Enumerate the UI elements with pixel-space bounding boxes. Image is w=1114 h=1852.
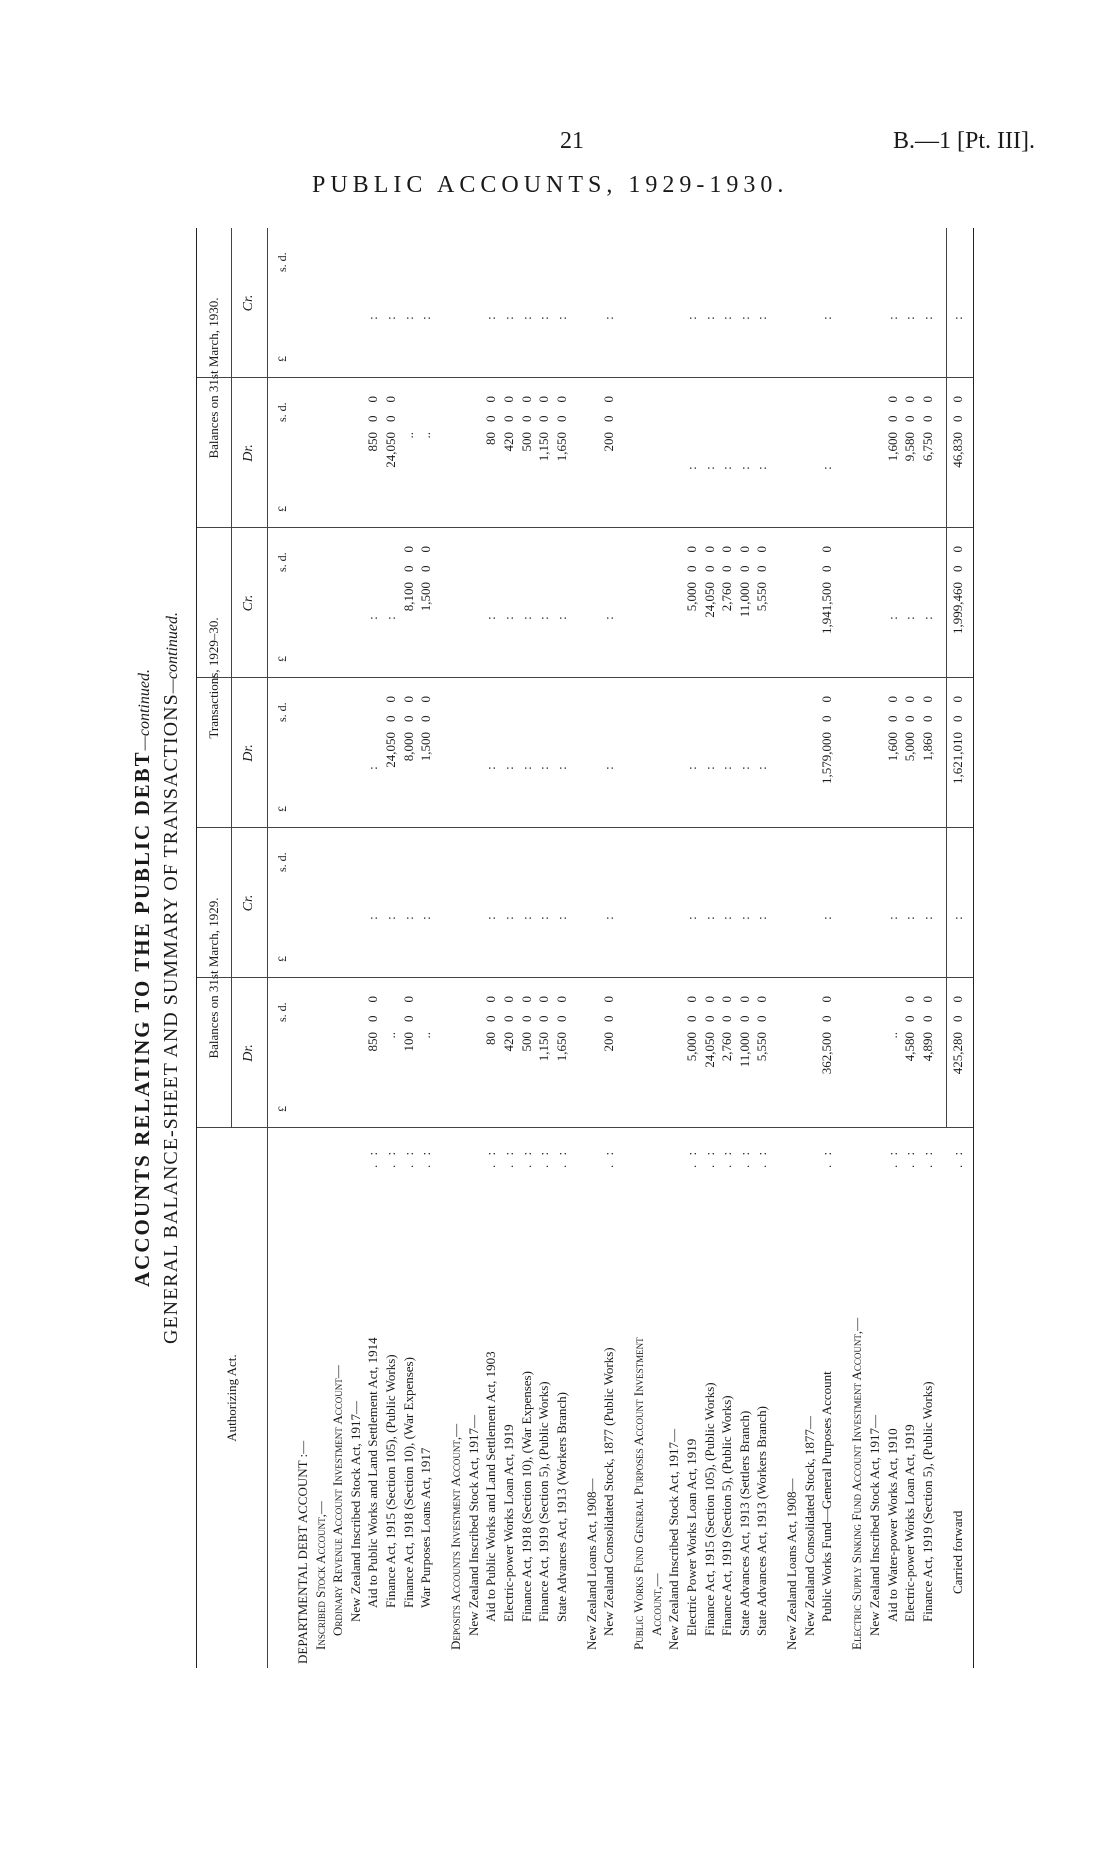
cell-bal1930-dr-sd: 0 0 [902,396,918,422]
cell-trans-dr-sd: 0 0 [919,696,935,722]
cell-bal1930-dr-sd: 0 0 [383,396,398,422]
row-label: New Zealand Inscribed Stock Act, 1917— [465,1415,481,1636]
table-row [483,228,497,1668]
cell-bal1930-cr: : [400,316,416,320]
cell-bal1929-cr: : [418,916,434,920]
col-group-balances-1930: Balances on 31st March, 1930. [206,297,221,459]
cell-bal1930-dr: 24,050 [383,432,398,468]
cell-trans-dr: : [365,766,381,770]
leader-dots: . : [383,1148,398,1168]
pound-unit: £ [275,506,289,512]
ledger-subtitle [160,288,183,1668]
ledger-subtitle-text: GENERAL BALANCE-SHEET AND SUMMARY OF TRANSACTIONS [160,693,182,1345]
cell-bal1930-dr-sd: 0 0 [949,396,965,422]
cell-bal1929-dr: .. [418,1032,434,1039]
cell-bal1929-dr: 80 [483,1032,499,1045]
cell-trans-dr: : [500,766,516,770]
cell-trans-dr: 1,500 [418,732,434,762]
cell-trans-cr: : [601,616,617,620]
cell-trans-dr: : [601,766,617,770]
table-row [784,228,798,1668]
cell-bal1930-dr-sd: 0 0 [483,396,499,422]
shillings-pence-unit: s. d. [275,852,289,872]
cell-bal1929-cr: : [400,916,416,920]
cell-bal1930-dr: : [701,466,717,470]
cell-bal1929-cr: : [754,916,770,920]
col-header-authorizing-act: Authorizing Act. [224,1354,239,1442]
cell-trans-dr: 24,050 [383,732,398,768]
cell-bal1929-dr-sd: 0 0 [400,996,416,1022]
cell-bal1930-dr: .. [400,432,416,439]
cell-bal1929-dr-sd: 0 0 [483,996,499,1022]
table-row [584,228,598,1668]
cell-bal1929-dr: 850 [365,1032,381,1052]
cell-bal1929-dr-sd: 0 0 [701,996,717,1022]
cell-bal1930-dr: : [754,466,770,470]
row-label: Finance Act, 1918 (Section 10), (War Expenses) [518,1371,534,1622]
cell-bal1929-dr: 2,760 [719,1032,735,1062]
cell-trans-cr: : [483,616,499,620]
row-label: New Zealand Consolidated Stock, 1877 (Public Works) [601,1347,617,1636]
table-row [819,228,833,1668]
cell-bal1929-dr: 500 [518,1032,534,1052]
col-group-transactions: Transactions, 1929–30. [206,617,221,739]
cell-bal1930-cr: : [902,316,918,320]
leader-dots: . : [819,1148,835,1168]
table-row [702,228,716,1668]
cell-bal1929-cr: : [365,916,381,920]
cell-bal1930-cr: : [949,316,965,320]
cell-trans-dr: : [719,766,735,770]
row-label: DEPARTMENTAL DEBT ACCOUNT :— [295,1440,310,1664]
cell-trans-dr: : [536,766,552,770]
cell-bal1930-dr-sd: 0 0 [919,396,935,422]
cell-trans-dr-sd: 0 0 [949,696,965,722]
cell-bal1930-cr: : [518,316,534,320]
cell-trans-dr-sd: 0 0 [819,696,835,722]
cell-bal1930-dr: : [736,466,752,470]
table-row [849,228,863,1668]
cell-bal1930-cr: : [418,316,434,320]
cell-bal1930-dr-sd: 0 0 [365,396,381,422]
col-group-balances-1929: Balances on 31st March, 1929. [206,897,221,1059]
cell-bal1930-dr: 200 [601,432,617,452]
ledger-block [130,228,1010,1668]
cell-bal1930-cr: : [701,316,717,320]
table-row [649,228,663,1668]
cell-bal1930-dr-sd: 0 0 [536,396,552,422]
cell-bal1929-cr: : [736,916,752,920]
row-label: State Advances Act, 1913 (Settlers Branch) [736,1410,752,1636]
pound-unit: £ [275,956,289,962]
cell-bal1930-dr-sd: 0 0 [500,396,516,422]
cell-trans-cr: 5,000 [683,582,699,612]
row-label: New Zealand Loans Act, 1908— [784,1478,800,1650]
cell-trans-dr-sd: 0 0 [902,696,918,722]
cell-bal1930-cr: : [536,316,552,320]
cell-bal1929-dr: 100 [400,1032,416,1052]
pound-unit: £ [275,356,289,362]
pound-unit: £ [275,1106,289,1112]
row-label: War Purposes Loans Act, 1917 [418,1447,434,1608]
cell-trans-cr: : [919,616,935,620]
row-label: New Zealand Inscribed Stock Act, 1917— [666,1429,682,1650]
row-label: Finance Act, 1918 (Section 10), (War Expenses) [400,1357,416,1608]
col-trans-dr: Dr. [241,744,256,762]
cell-bal1930-cr: : [601,316,617,320]
series-reference: B.—1 [Pt. III]. [893,128,1035,154]
cell-trans-cr: : [902,616,918,620]
cell-bal1929-cr: : [919,916,935,920]
shillings-pence-unit: s. d. [275,1002,289,1022]
table-row [330,228,344,1668]
cell-trans-dr-sd: 0 0 [383,696,398,722]
cell-bal1929-dr: 200 [601,1032,617,1052]
cell-bal1929-dr: 1,150 [536,1032,552,1062]
cell-trans-cr-sd: 0 0 [418,546,434,572]
cell-bal1929-dr: 4,580 [902,1032,918,1062]
cell-bal1929-dr-sd: 0 0 [500,996,516,1022]
cell-trans-cr-sd: 0 0 [754,546,770,572]
table-row [501,228,515,1668]
table-row [554,228,568,1668]
group-rule [231,228,232,1128]
leader-dots: . : [754,1148,770,1168]
leader-dots: . : [719,1148,735,1168]
cell-bal1929-dr-sd: 0 0 [601,996,617,1022]
cell-bal1930-dr: 6,750 [919,432,935,462]
cell-bal1930-dr: 80 [483,432,499,445]
table-row [737,228,751,1668]
page-number: 21 [560,128,584,154]
leader-dots: . : [701,1148,717,1168]
cell-trans-cr-sd: 0 0 [949,546,965,572]
cell-bal1930-dr: .. [418,432,434,439]
cell-bal1929-cr: : [819,916,835,920]
cell-trans-cr-sd: 0 0 [736,546,752,572]
table-row [313,228,327,1668]
col-1929-cr: Cr. [241,894,256,912]
cell-bal1929-dr: .. [383,1032,398,1039]
table-row [867,228,881,1668]
cell-bal1929-cr: : [601,916,617,920]
cell-bal1930-dr: 9,580 [902,432,918,462]
table-row [684,228,698,1668]
cell-bal1929-dr-sd: 0 0 [736,996,752,1022]
leader-dots: . : [884,1148,900,1168]
table-row [295,228,309,1668]
total-rule [946,228,947,1128]
row-label: Account,— [648,1573,664,1636]
cell-trans-cr: 24,050 [701,582,717,618]
col-1929-dr: Dr. [241,1044,256,1062]
row-label: Finance Act, 1915 (Section 105), (Public Works) [701,1382,717,1636]
cell-bal1929-dr-sd: 0 0 [365,996,381,1022]
cell-bal1929-cr: : [884,916,900,920]
ledger-subtitle-cont: —continued. [164,611,181,694]
shillings-pence-unit: s. d. [275,252,289,272]
cell-bal1929-dr-sd: 0 0 [754,996,770,1022]
row-label: Deposits Accounts Investment Account,— [448,1423,464,1650]
cell-trans-dr: : [683,766,699,770]
row-label: Aid to Public Works and Land Settlement Act, 1903 [483,1351,499,1622]
table-row [601,228,615,1668]
cell-trans-cr: : [536,616,552,620]
cell-trans-cr: 1,500 [418,582,434,612]
cell-trans-cr: 11,000 [736,582,752,618]
leader-dots: . : [601,1148,617,1168]
table-row [418,228,432,1668]
row-label: Public Works Fund—General Purposes Account [819,1371,835,1622]
cell-bal1930-cr: : [500,316,516,320]
cell-bal1929-dr-sd: 0 0 [949,996,965,1022]
leader-dots: . : [483,1148,499,1168]
cell-bal1929-cr: : [683,916,699,920]
cell-trans-cr: : [553,616,569,620]
cell-bal1929-dr: 4,890 [919,1032,935,1062]
cell-bal1930-cr: : [819,316,835,320]
cell-bal1929-cr: : [536,916,552,920]
cell-bal1930-cr: : [884,316,900,320]
cell-trans-cr-sd: 0 0 [683,546,699,572]
row-label: Public Works Fund General Purposes Account Investment [631,1337,647,1650]
table-row [519,228,533,1668]
col-1930-dr: Dr. [241,444,256,462]
shillings-pence-unit: s. d. [275,552,289,572]
cell-trans-cr: : [500,616,516,620]
balance-sheet-table [196,228,974,1668]
cell-trans-cr: 1,941,500 [819,582,835,634]
cell-trans-cr: 2,760 [719,582,735,612]
row-label: New Zealand Inscribed Stock Act, 1917— [347,1401,363,1622]
leader-dots: . : [949,1148,965,1168]
cell-trans-dr: : [553,766,569,770]
cell-bal1929-dr-sd: 0 0 [518,996,534,1022]
table-row [666,228,680,1668]
cell-bal1929-dr: 24,050 [701,1032,717,1068]
ledger-title [130,288,155,1668]
cell-bal1929-dr-sd: 0 0 [719,996,735,1022]
cell-trans-cr: : [383,616,398,620]
row-label: Finance Act, 1919 (Section 5), (Public Works) [719,1395,735,1636]
pound-unit: £ [275,806,289,812]
cell-trans-dr: 1,579,000 [819,732,835,784]
cell-trans-cr-sd: 0 0 [701,546,717,572]
row-label: Electric-power Works Loan Act, 1919 [500,1424,516,1622]
table-row [383,228,397,1668]
cell-bal1930-dr: : [683,466,699,470]
row-label: New Zealand Consolidated Stock, 1877— [801,1416,817,1636]
cell-bal1930-dr: 850 [365,432,381,452]
header-rule [267,228,268,1668]
cell-trans-dr: : [736,766,752,770]
cell-bal1929-dr-sd: 0 0 [683,996,699,1022]
cell-trans-dr: 5,000 [902,732,918,762]
cell-bal1929-cr: : [518,916,534,920]
cell-trans-dr-sd: 0 0 [418,696,434,722]
cell-trans-dr: : [483,766,499,770]
cell-bal1929-cr: : [949,916,965,920]
cell-bal1929-cr: : [902,916,918,920]
row-label: Finance Act, 1915 (Section 105), (Public Works) [383,1354,398,1608]
cell-trans-cr: : [518,616,534,620]
row-label: Electric Supply Sinking Fund Account Investment Account,— [849,1317,865,1650]
cell-bal1930-dr: 1,150 [536,432,552,462]
leader-dots: . : [400,1148,416,1168]
cell-bal1930-cr: : [919,316,935,320]
cell-bal1929-dr: 5,550 [754,1032,770,1062]
table-row [466,228,480,1668]
row-label: Electric-power Works Loan Act, 1919 [902,1424,918,1622]
col-trans-cr: Cr. [241,594,256,612]
cell-trans-dr: 1,860 [919,732,935,762]
col-1930-cr: Cr. [241,294,256,312]
row-label: Ordinary Revenue Account Investment Account— [330,1365,346,1636]
table-row [885,228,899,1668]
cell-trans-dr: 1,621,010 [949,732,965,784]
cell-bal1930-dr: : [819,466,835,470]
row-label: Carried forward [949,1510,965,1594]
table-row [802,228,816,1668]
cell-bal1929-cr: : [719,916,735,920]
table-row [631,228,645,1668]
leader-dots: . : [536,1148,552,1168]
cell-bal1929-dr: 362,500 [819,1032,835,1075]
cell-trans-dr: : [518,766,534,770]
table-row [365,228,379,1668]
leader-dots: . : [919,1148,935,1168]
leader-dots: . : [418,1148,434,1168]
cell-bal1929-dr-sd: 0 0 [902,996,918,1022]
row-label: Finance Act, 1919 (Section 5), (Public Works) [536,1381,552,1622]
leader-dots: . : [902,1148,918,1168]
cell-bal1930-cr: : [683,316,699,320]
cell-bal1929-dr: 5,000 [683,1032,699,1062]
table-row [902,228,916,1668]
cell-bal1929-dr: .. [884,1032,900,1039]
cell-trans-dr: : [701,766,717,770]
cell-trans-cr: 5,550 [754,582,770,612]
cell-bal1929-dr-sd: 0 0 [919,996,935,1022]
cell-bal1930-dr: 1,650 [553,432,569,462]
cell-bal1929-cr: : [383,916,398,920]
cell-bal1930-dr: 420 [500,432,516,452]
row-label: Finance Act, 1919 (Section 5), (Public Works) [919,1381,935,1622]
cell-bal1930-cr: : [754,316,770,320]
cell-bal1929-dr: 420 [500,1032,516,1052]
cell-bal1930-dr-sd: 0 0 [884,396,900,422]
cell-trans-cr: : [884,616,900,620]
table-row [536,228,550,1668]
pound-unit: £ [275,656,289,662]
page-heading: PUBLIC ACCOUNTS, 1929-1930. [312,172,789,198]
cell-bal1929-dr-sd: 0 0 [819,996,835,1022]
cell-bal1930-dr: 46,830 [949,432,965,468]
leader-dots: . : [365,1148,381,1168]
cell-trans-cr-sd: 0 0 [819,546,835,572]
row-label: State Advances Act, 1913 (Workers Branch) [754,1405,770,1636]
cell-trans-cr-sd: 0 0 [400,546,416,572]
leader-dots: . : [518,1148,534,1168]
cell-bal1930-cr: : [365,316,381,320]
row-label: State Advances Act, 1913 (Workers Branch) [553,1391,569,1622]
leader-dots: . : [500,1148,516,1168]
leader-dots: . : [553,1148,569,1168]
cell-bal1930-cr: : [736,316,752,320]
ledger-title-text: ACCOUNTS RELATING TO THE PUBLIC DEBT [130,750,154,1287]
cell-bal1930-cr: : [553,316,569,320]
cell-bal1930-dr-sd: 0 0 [553,396,569,422]
leader-dots: . : [736,1148,752,1168]
cell-trans-cr: 8,100 [400,582,416,612]
cell-bal1929-dr-sd: 0 0 [553,996,569,1022]
total-row [950,228,964,1668]
cell-trans-dr: 1,600 [884,732,900,762]
row-label: Aid to Public Works and Land Settlement Act, 1914 [365,1337,381,1608]
cell-bal1930-dr: 1,600 [884,432,900,462]
ledger-title-cont: —continued. [136,669,153,751]
row-label: Aid to Water-power Works Act, 1910 [884,1428,900,1622]
cell-bal1929-cr: : [500,916,516,920]
cell-bal1929-dr: 425,280 [949,1032,965,1075]
row-label: Inscribed Stock Account,— [312,1501,328,1650]
cell-bal1929-dr: 1,650 [553,1032,569,1062]
cell-bal1930-dr-sd: 0 0 [518,396,534,422]
cell-bal1930-dr: : [719,466,735,470]
cell-bal1929-cr: : [483,916,499,920]
table-row [754,228,768,1668]
cell-trans-cr-sd: 0 0 [719,546,735,572]
cell-trans-cr: 1,999,460 [949,582,965,634]
leader-dots: . : [683,1148,699,1168]
shillings-pence-unit: s. d. [275,402,289,422]
cell-bal1930-cr: : [483,316,499,320]
table-row [920,228,934,1668]
table-row [401,228,415,1668]
table-row [719,228,733,1668]
cell-bal1930-cr: : [719,316,735,320]
table-row [448,228,462,1668]
row-label: Electric Power Works Loan Act, 1919 [683,1438,699,1636]
cell-trans-dr: : [754,766,770,770]
table-row [348,228,362,1668]
cell-trans-dr-sd: 0 0 [884,696,900,722]
cell-bal1929-cr: : [701,916,717,920]
cell-bal1929-cr: : [553,916,569,920]
cell-bal1929-dr-sd: 0 0 [536,996,552,1022]
cell-bal1930-dr: 500 [518,432,534,452]
cell-trans-dr: 8,000 [400,732,416,762]
cell-bal1930-cr: : [383,316,398,320]
cell-bal1929-dr: 11,000 [736,1032,752,1068]
cell-trans-dr-sd: 0 0 [400,696,416,722]
shillings-pence-unit: s. d. [275,702,289,722]
cell-bal1930-dr-sd: 0 0 [601,396,617,422]
cell-trans-cr: : [365,616,381,620]
row-label: New Zealand Loans Act, 1908— [583,1478,599,1650]
row-label: New Zealand Inscribed Stock Act, 1917— [867,1415,882,1636]
